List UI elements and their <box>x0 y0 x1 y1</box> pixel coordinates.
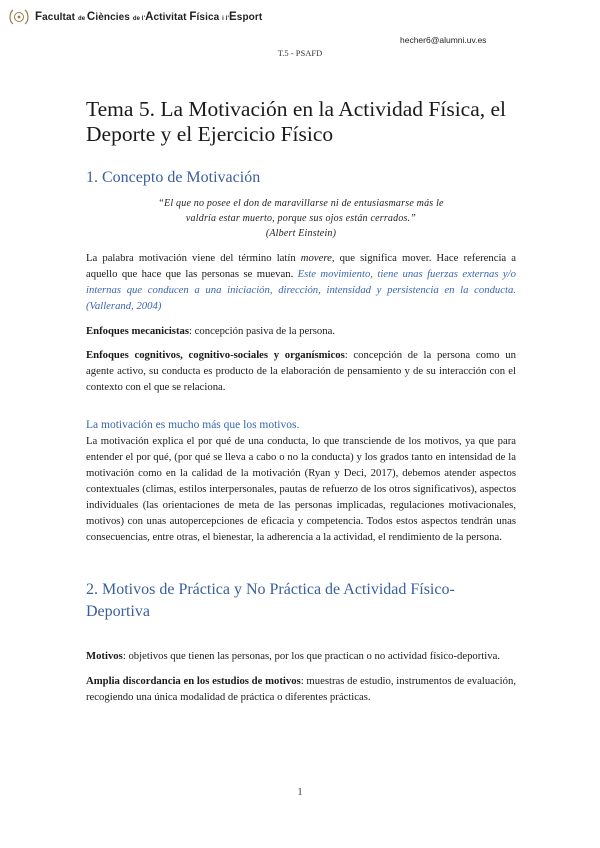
paragraph-definition: La palabra motivación viene del término latín movere, que significa mover. Hace referencia a aquello que hace que las personas se muevan. Este movimiento, tiene unas fuerzas externas y/o internas que conducen a una iniciación, dirección, intensidad y persistencia en la conducta. (Vallerand, 2004) <box>86 252 516 312</box>
quote-author: (Albert Einstein) <box>265 228 337 239</box>
term-bold: Motivos <box>86 650 123 662</box>
section-heading-concepto: 1. Concepto de Motivación <box>86 169 261 186</box>
paragraph-cognitivos: Enfoques cognitivos, cognitivo-sociales y organísmicos: concepción de la persona como un agente activo, su conducta es producto de la elaboración de pensamiento y de su interacción con el contexto con el que se relaciona. <box>86 349 516 393</box>
epigraph-quote <box>86 196 516 241</box>
paragraph-mecanicistas: Enfoques mecanicistas: concepción pasiva de la persona. <box>86 325 336 337</box>
document-title: Tema 5. La Motivación en la Actividad Física, el Deporte y el Ejercicio Físico <box>86 97 507 146</box>
page-number: 1 <box>297 787 303 798</box>
running-header: T.5 - PSAFD <box>277 48 323 58</box>
term-bold: Enfoques mecanicistas <box>86 325 190 337</box>
paragraph-motivos: Motivos: objetivos que tienen las personas, por los que practican o no actividad físico-deportiva. <box>86 650 501 662</box>
paragraph-discordancia: Amplia discordancia en los estudios de motivos: muestras de estudio, instrumentos de evaluación, recogiendo una única modalidad de práctica o diferentes prácticas. <box>86 675 516 703</box>
term-bold: Amplia discordancia en los estudios de motivos <box>86 675 301 687</box>
author-email: hecher6@alumni.uv.es <box>400 35 487 45</box>
faculty-logo-icon <box>8 7 30 27</box>
latin-term: movere <box>300 252 332 264</box>
faculty-header <box>8 6 262 28</box>
term-bold: Enfoques cognitivos, cognitivo-sociales y organísmicos <box>86 349 345 361</box>
section-heading-motivos-practica: 2. Motivos de Práctica y No Práctica de Actividad Físico-Deportiva <box>86 581 455 620</box>
quote-line: “El que no posee el don de maravillarse ni de entusiasmarse más le <box>158 198 444 209</box>
paragraph-motivacion: La motivación explica el por qué de una conducta, lo que transciende de los motivos, ya que para entender el por qué, (por qué se lleva a cabo o no la conducta) y los grados tanto en intensidad de la motivación como en la calidad de la motivación (Ryan y Deci, 2017), debemos atender aspectos contextuales (climas, estilos interpersonales, pautas de refuerzo de los otros significativos), aspectos individuales (las orientaciones de meta de las personas implicadas, regulaciones motivacionales, motivos) con unas autopercepciones de eficacia y competencia. Todos estos aspectos tendrán unas consecuencias, entre otras, el bienestar, la adherencia a la actividad, el rendimiento de la persona. <box>86 435 516 543</box>
page-content <box>86 97 516 705</box>
citation-vallerand: Este movimiento, tiene unas fuerzas externas y/o internas que conducen a una iniciación, dirección, intensidad y persistencia en la conducta. (Vallerand, 2004) <box>86 268 516 312</box>
faculty-name: Facultat de Ciències de l'Activitat Física i l'Esport <box>35 11 263 23</box>
subheading-motivos: La motivación es mucho más que los motivos. <box>86 419 300 431</box>
quote-line: valdría estar muerto, porque sus ojos están cerrados.” <box>185 213 417 224</box>
